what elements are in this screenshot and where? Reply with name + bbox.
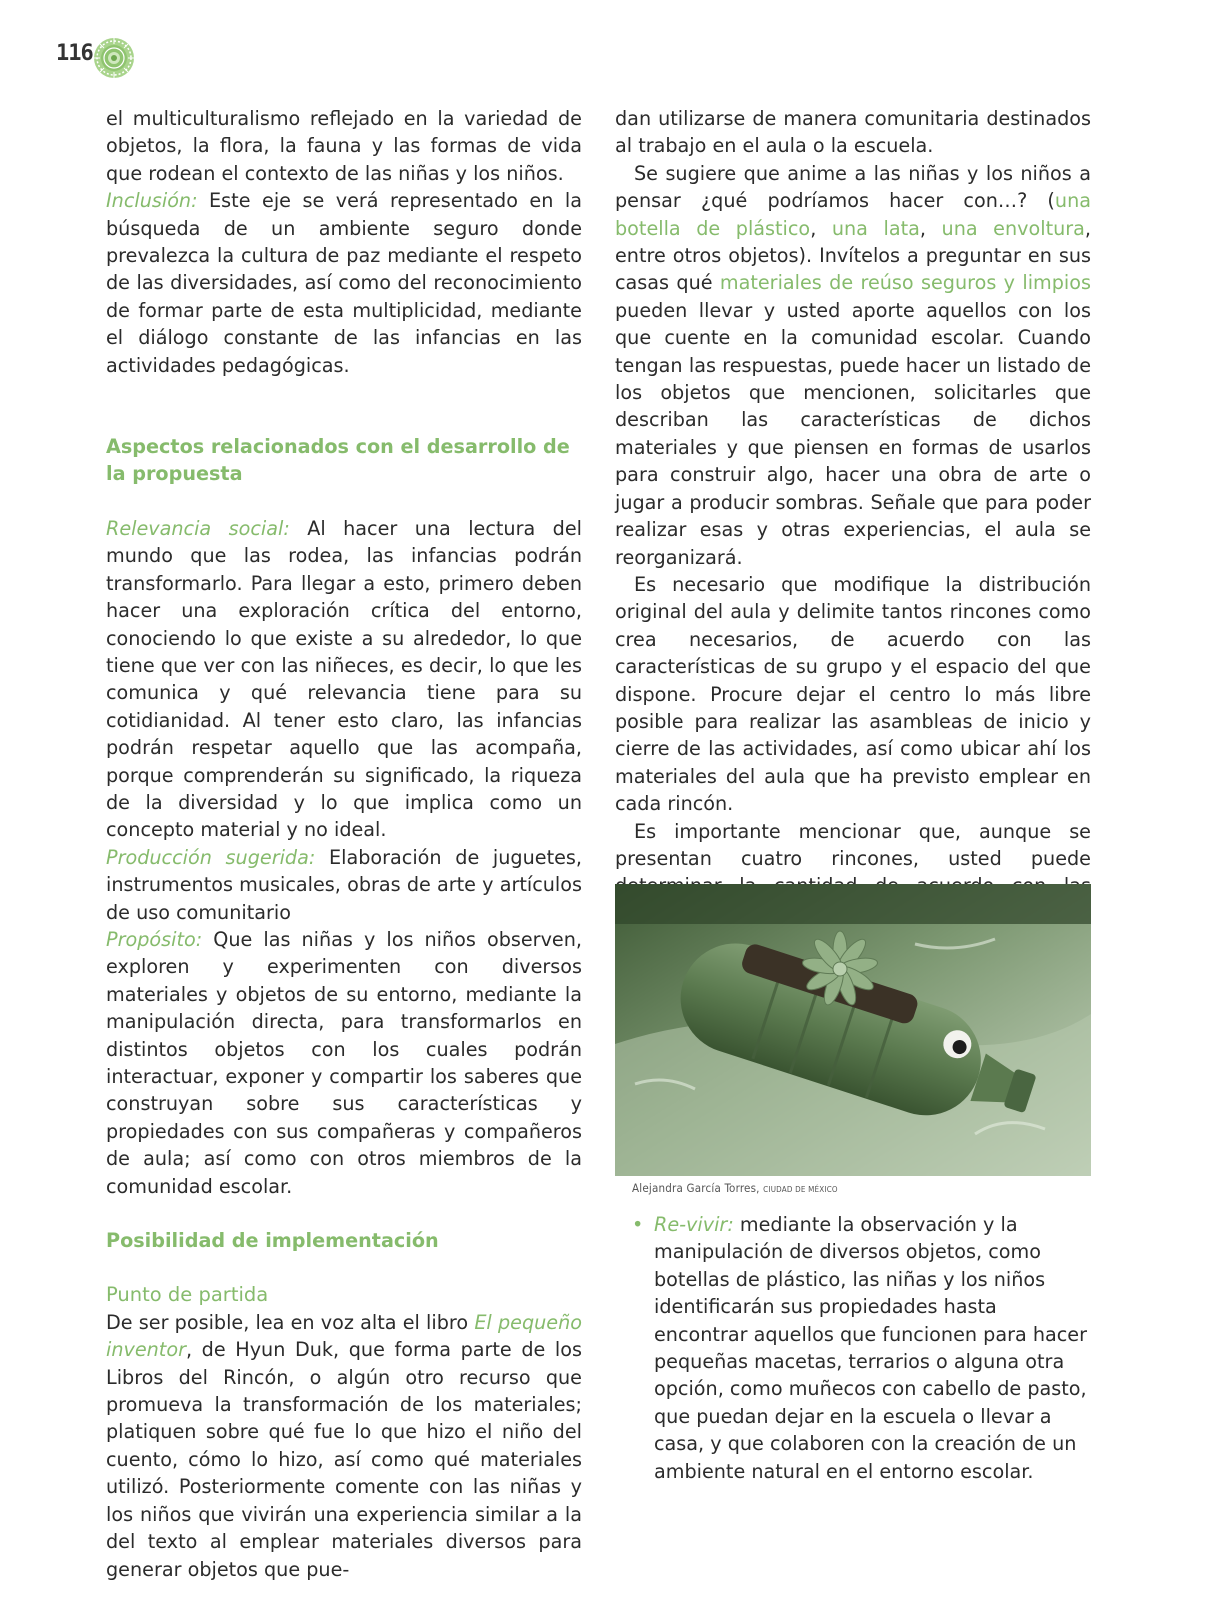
suggestion-paragraph	[615, 160, 1091, 571]
left-column	[106, 105, 582, 1583]
inclusion-label: Inclusión:	[106, 189, 198, 213]
highlight-materiales: materiales de reúso seguros y limpios	[719, 271, 1091, 295]
proposito-text: Que las niñas y los niños observen, exploren y experimenten con diversos materiales y objetos de su entorno, mediante la manipulación directa, para transformarlos en distintos objetos con los cuales podrán interactuar, exponer y compartir los saberes que construyan sobre sus características y propiedades con sus compañeras y compañeros de aula; así como con otros miembros de la comunidad escolar.	[106, 927, 582, 1198]
bottle-planter-photo	[615, 884, 1091, 1176]
heading-aspectos: Aspectos relacionados con el desarrollo de la propuesta	[106, 435, 570, 486]
continuation-paragraph: dan utilizarse de manera comunitaria destinados al trabajo en el aula o la escuela.	[615, 107, 1091, 158]
bullet-text	[654, 1211, 1092, 1485]
punto-paragraph	[106, 1309, 582, 1583]
caption-author: Alejandra García Torres,	[632, 1181, 764, 1195]
highlight-envoltura: una envoltura	[941, 216, 1085, 240]
heading-posibilidad: Posibilidad de implementación	[106, 1229, 439, 1253]
suggestion-text-b: , entre otros objetos). Invítelos a preguntar en sus casas qué	[615, 216, 1092, 295]
separator: ,	[810, 216, 832, 240]
photo-caption	[632, 1181, 838, 1195]
relevancia-paragraph	[106, 515, 582, 844]
caption-place: CIUDAD DE MÉXICO	[763, 1185, 838, 1194]
right-column	[615, 105, 1091, 955]
punto-text-1: De ser posible, lea en voz alta el libro	[106, 1310, 475, 1334]
highlight-lata: una lata	[831, 216, 920, 240]
inclusion-text: Este eje se verá representado en la búsqueda de un ambiente seguro donde prevalezca la cultura de paz mediante el respeto de las diversidades, así como del reconocimiento de formar parte de esta multiplicidad, mediante el diálogo constante de las infancias en las actividades pedagógicas.	[106, 189, 582, 377]
produccion-label: Producción sugerida:	[106, 845, 316, 869]
rincones-paragraph: Es importante mencionar que, aunque se presentan cuatro rincones, usted puede	[615, 819, 1091, 870]
produccion-text: Elaboración de juguetes, instrumentos musicales, obras de arte y artículos de uso comunitario	[106, 845, 582, 924]
separator: ,	[919, 216, 942, 240]
bullet-dot-icon: •	[632, 1213, 644, 1236]
highlight-botella: una botella de plástico	[615, 189, 1091, 240]
bullet-label: Re-vivir:	[654, 1213, 734, 1236]
page-number: 116	[56, 41, 93, 66]
proposito-paragraph	[106, 926, 582, 1200]
book-title: El pequeño inventor	[106, 1310, 582, 1362]
intro-paragraph: el multiculturalismo reflejado en la variedad de objetos, la flora, la fauna y las formas de vida que rodean el contexto de las niñas y los niños.	[106, 107, 582, 185]
produccion-paragraph	[106, 844, 582, 926]
mandala-ornament-icon	[92, 36, 136, 80]
list-item-re-vivir	[632, 1211, 1092, 1485]
suggestion-text-c: pueden llevar y usted aporte aquellos con los que cuente en la comunidad escolar. Cuando tengan las respuestas, puede hacer un listado de los objetos que mencionen, solicitarles que describan las características de dichos materiales y que piensen en formas de usarlos para construir algo, hacer una obra de arte o jugar a producir sombras. Señale que para poder realizar esas y otras experiencias, el aula se reorganizará.	[615, 298, 1091, 569]
relevancia-label: Relevancia social:	[106, 516, 290, 540]
subheading-punto-de-partida: Punto de partida	[106, 1283, 269, 1307]
bullet-description: mediante la observación y la manipulación de diversos objetos, como botellas de plástico, las niñas y los niños identificarán sus propiedades hasta encontrar aquellos que funcionen para hacer pequeñas macetas, terrarios o alguna otra opción, como muñecos con cabello de pasto, que puedan dejar en la escuela o llevar a casa, y que colaboren con la creación de un ambiente natural en el entorno escolar.	[654, 1213, 1087, 1483]
suggestion-text-a: Se sugiere que anime a las niñas y los niños a pensar ¿qué podríamos hacer con…? (	[615, 161, 1091, 213]
inclusion-paragraph	[106, 187, 582, 379]
proposito-label: Propósito:	[106, 927, 203, 951]
relevancia-text: Al hacer una lectura del mundo que las rodea, las infancias podrán transformarlo. Para llegar a esto, primero deben hacer una exploración crítica del entorno, conociendo lo que existe a su alrededor, lo que tiene que ver con las niñeces, es decir, lo que les comunica y qué relevancia tiene para su cotidianidad. Al tener esto claro, las infancias podrán respetar aquello que las acompaña, porque comprenderán su significado, la riqueza de la diversidad y lo que implica como un concepto material y no ideal.	[106, 516, 582, 842]
punto-text-2: , de Hyun Duk, que forma parte de los Libros del Rincón, o algún otro recurso que promueva la transformación de los materiales; platiquen sobre qué fue lo que hizo el niño del cuento, cómo lo hizo, así como qué materiales utilizó. Posteriormente comente con las niñas y los niños que vivirán una experiencia similar a la del texto al emplear materiales diversos para generar objetos que pue-	[106, 1338, 582, 1581]
distribution-paragraph: Es necesario que modifique la distribución original del aula y delimite tantos rincones como crea necesarios, de acuerdo con las características de su grupo y el espacio del que dispone. Procure dejar el centro lo más libre posible para realizar las asambleas de inicio y cierre de las actividades, así como ubicar ahí los materiales del aula que ha previsto emplear en cada rincón.	[615, 572, 1091, 816]
